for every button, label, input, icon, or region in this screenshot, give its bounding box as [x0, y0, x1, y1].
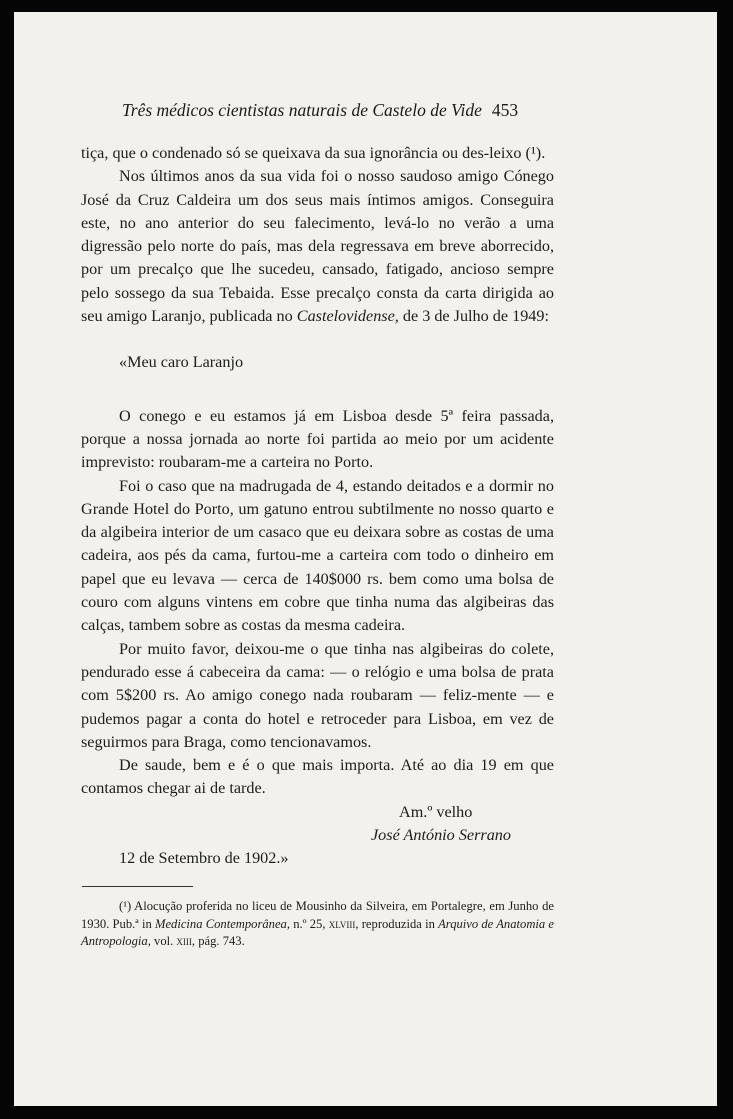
volume-number: xlviii,	[328, 916, 359, 931]
letter-paragraph: De saude, bem e é o que mais importa. Até ao dia 19 em que contamos chegar ai de tarde.	[81, 756, 554, 798]
paragraph-text: Nos últimos anos da sua vida foi o nosso saudoso amigo Cónego José da Cruz Caldeira um dos seus mais íntimos amigos. Conseguira este, no ano anterior do seu falecimento, levá-lo no verão a uma digressão pelo norte do país, mas dela regressava em breve aborrecido, por um precalço que lhe sucedeu, cansado, fatigado, ancioso sempre pelo sossego da sua Tebaida. Esse precalço consta da carta dirigida ao seu amigo Laranjo, publicada no	[81, 167, 554, 326]
newspaper-title: Castelovidense,	[296, 307, 399, 326]
letter-paragraph: O conego e eu estamos já em Lisboa desde 5ª feira passada, porque a nossa jornada ao norte foi partida ao meio por um acidente imprevisto: roubaram-me a carteira no Porto.	[81, 406, 554, 472]
letter-date: 12 de Setembro de 1902.»	[119, 849, 289, 868]
paragraph	[81, 165, 554, 328]
paragraph: tiça, que o condenado só se queixava da sua ignorância ou des-leixo (¹).	[81, 144, 546, 162]
book-page	[14, 12, 717, 1106]
footnote-part: (¹) Alocução proferida no liceu de Mousinho da Silveira, em Portalegre, em Junho de 1930. Pub.ª in	[81, 899, 554, 931]
running-header	[122, 100, 662, 121]
letter-paragraph: Por muito favor, deixou-me o que tinha nas algibeiras do colete, pendurado esse á cabeceira da cama: — o relógio e uma bolsa de prata com 5$200 rs. Ao amigo conego nada roubaram — feliz-mente — e pudemos pagar a conta do hotel e retroceder para Lisboa, em vez de seguirmos para Braga, como tencionavamos.	[81, 639, 554, 751]
footnote-text	[81, 898, 554, 951]
main-text	[81, 142, 554, 871]
footnote-part: n.º 25,	[293, 916, 326, 931]
journal-title: Medicina Contemporânea,	[154, 916, 291, 931]
paragraph-text: de 3 de Julho de 1949:	[402, 307, 549, 326]
footnote-divider	[82, 886, 193, 887]
letter-salutation: «Meu caro Laranjo	[119, 353, 244, 372]
letter-closing: Am.º velho	[399, 802, 473, 821]
letter-signature: José António Serrano	[371, 826, 511, 845]
page-number: 453	[491, 100, 519, 120]
volume-number: xiii,	[176, 934, 196, 949]
footnote-part: pág. 743.	[198, 934, 245, 949]
journal-title: Arquivo de Anatomia e Antropologia,	[81, 916, 554, 949]
footnote	[81, 898, 554, 951]
running-title: Três médicos cientistas naturais de Castelo de Vide	[122, 100, 482, 120]
letter-paragraph: Foi o caso que na madrugada de 4, estando deitados e a dormir no Grande Hotel do Porto, um gatuno entrou subtilmente no nosso quarto e da algibeira interior de um casaco que eu deixara sobre as costas de uma cadeira, aos pés da cama, furtou-me a carteira com todo o dinheiro em papel que eu levava — cerca de 140$000 rs. bem como uma bolsa de couro com alguns vintens em cobre que tinha numa das algibeiras das calças, tambem sobre as costas da mesma cadeira.	[81, 476, 554, 635]
footnote-part: reproduzida in	[361, 916, 435, 931]
footnote-part: vol.	[154, 934, 174, 949]
